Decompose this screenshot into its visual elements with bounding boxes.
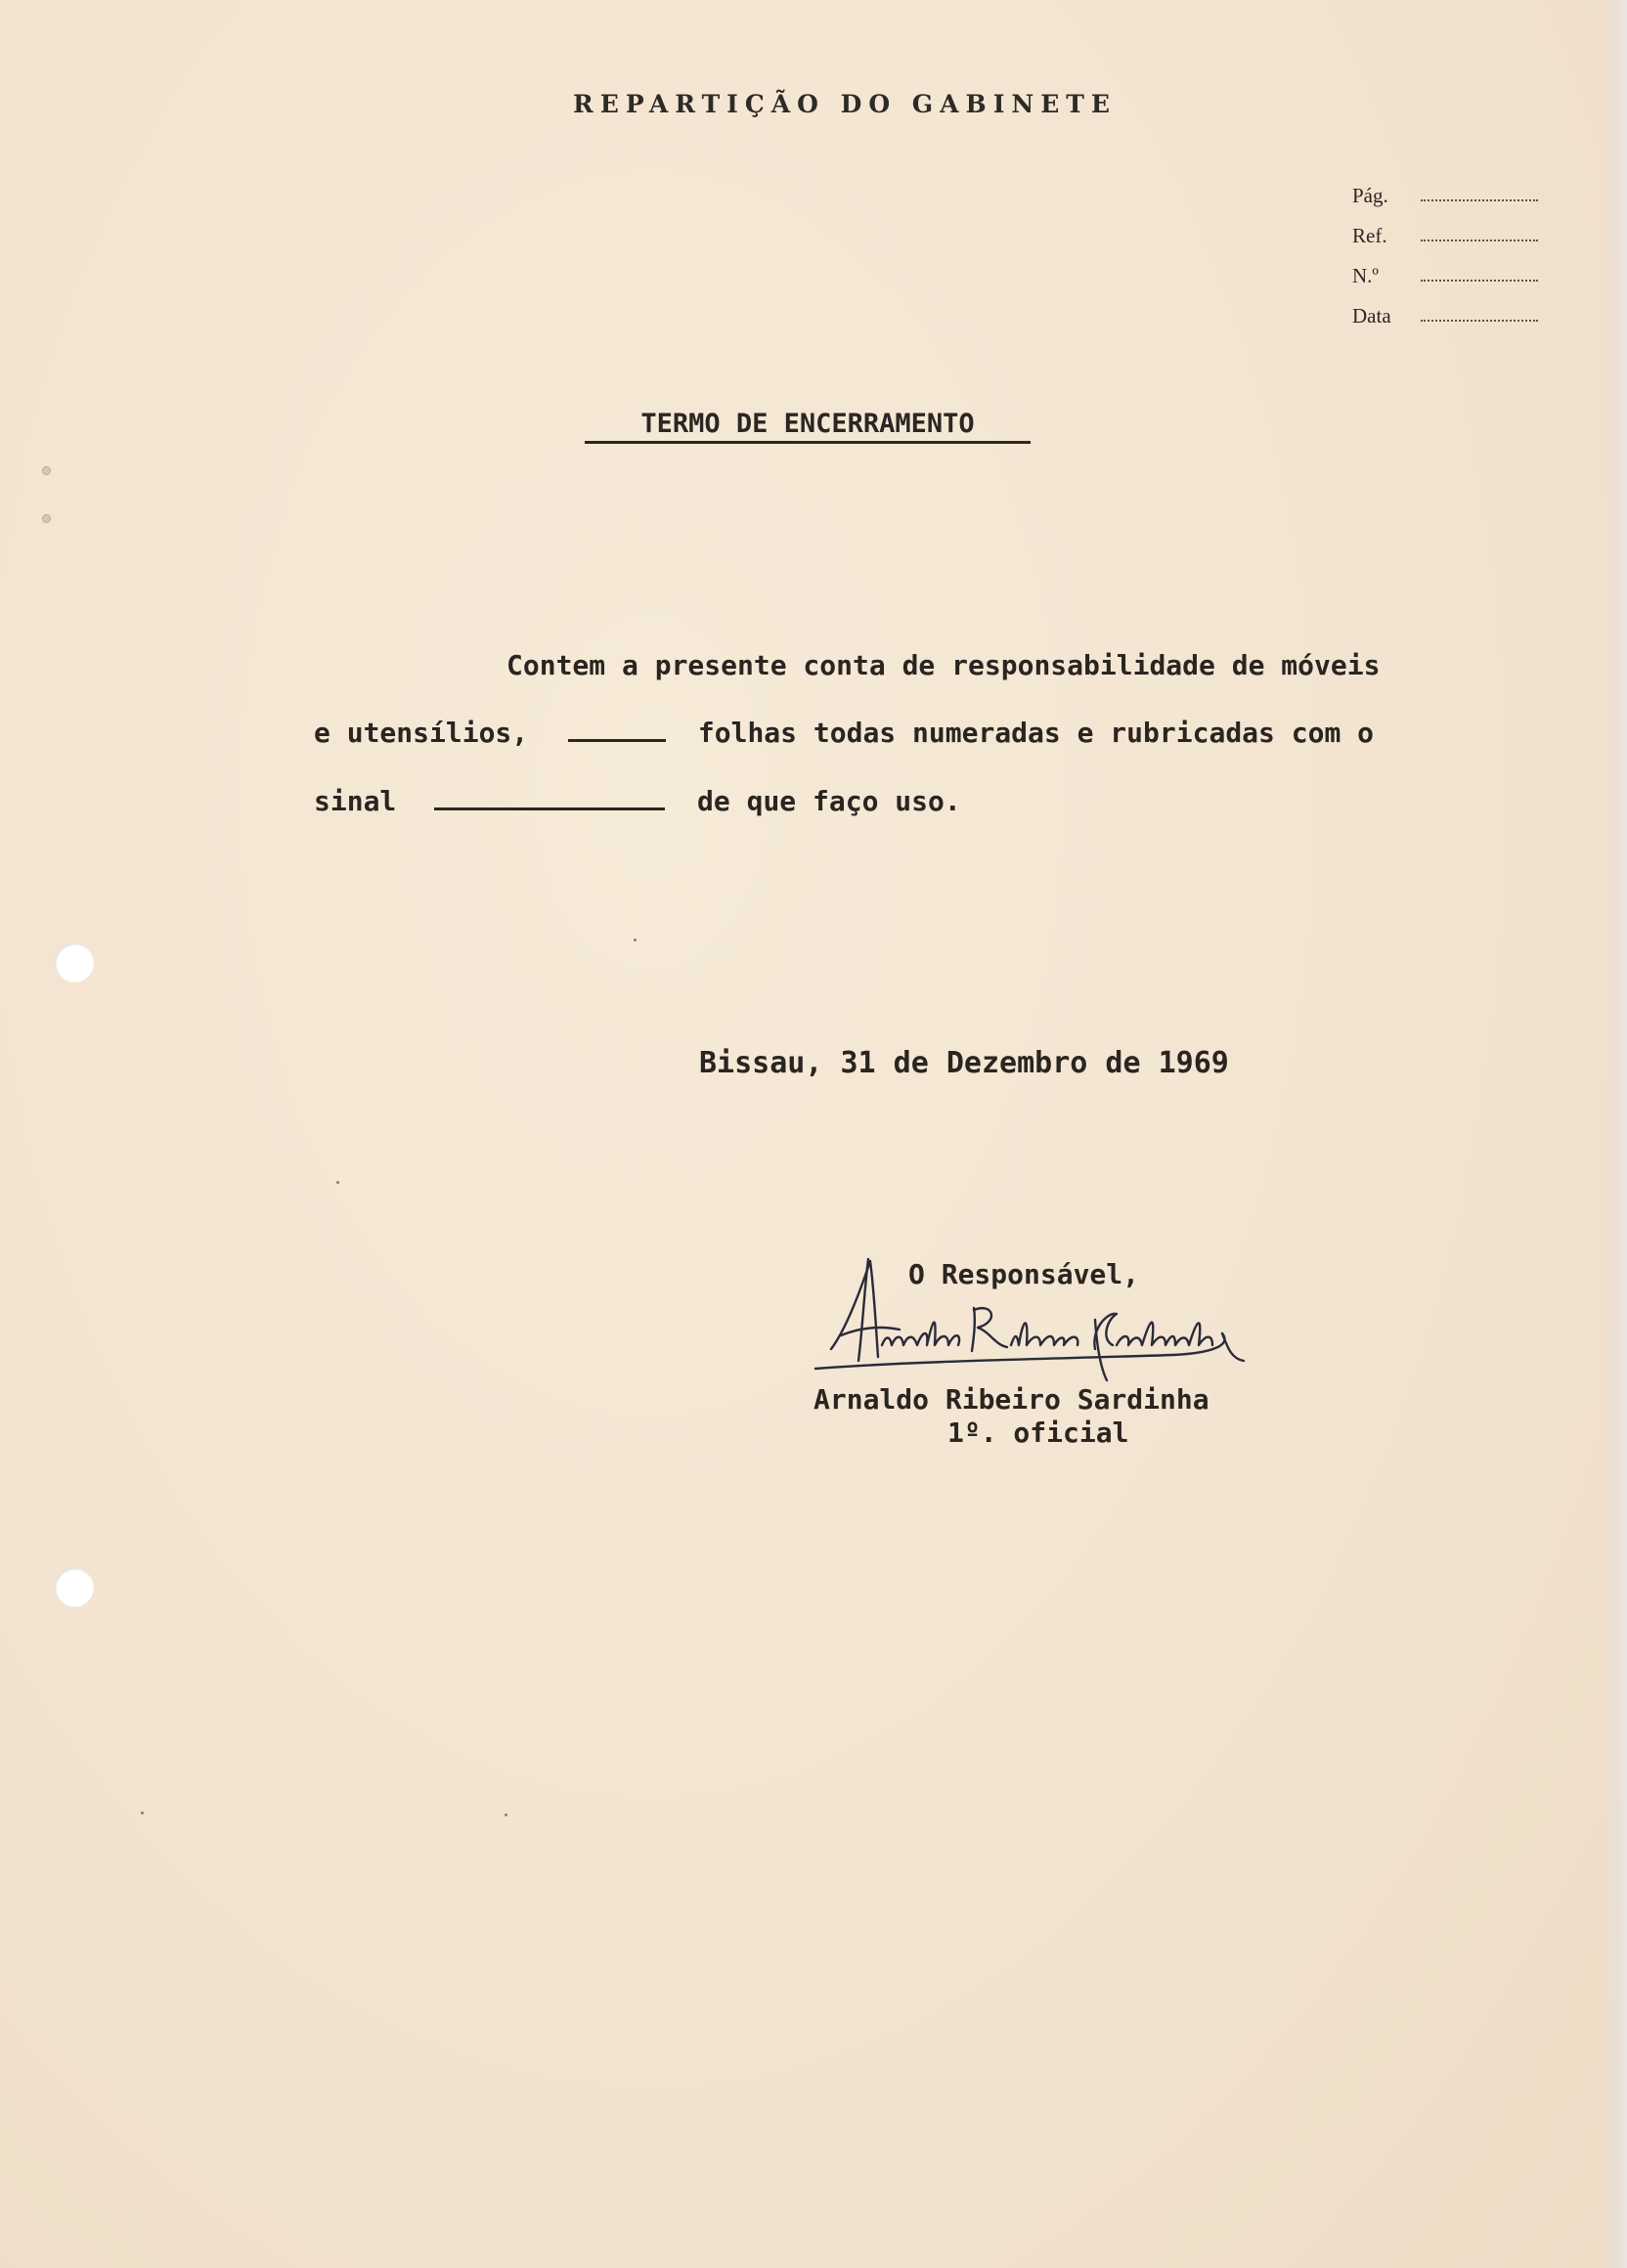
ref-field-label: Data <box>1352 304 1391 327</box>
punch-hole-icon <box>55 1568 94 1607</box>
paper-speck <box>634 938 637 941</box>
ref-field-page <box>1352 168 1538 208</box>
ref-field-label: Pág. <box>1352 184 1388 207</box>
ref-field-blank <box>1421 320 1538 322</box>
body-line-2 <box>314 717 1585 749</box>
signatory-name: Arnaldo Ribeiro Sardinha <box>814 1383 1209 1416</box>
body-line-3 <box>314 785 1585 817</box>
paper-speck <box>336 1181 339 1184</box>
reference-fields <box>1352 168 1538 328</box>
ref-field-label: N.º <box>1352 264 1379 287</box>
ref-field-ref <box>1352 208 1538 248</box>
document-title: TERMO DE ENCERRAMENTO <box>585 409 1031 444</box>
ref-field-date <box>1352 288 1538 328</box>
seal-blank <box>434 804 665 810</box>
page-count-blank <box>568 735 666 742</box>
handwritten-signature <box>802 1251 1310 1388</box>
page-edge-shadow <box>1602 0 1627 2268</box>
header-title: REPARTIÇÃO DO GABINETE <box>573 90 1117 118</box>
body-line-2-end: folhas todas numeradas e rubricadas com o <box>697 717 1375 749</box>
ref-field-label: Ref. <box>1352 224 1387 247</box>
pin-mark-icon <box>42 466 51 475</box>
ref-field-blank <box>1421 240 1538 241</box>
paper-speck <box>505 1813 507 1816</box>
paper-speck <box>141 1811 144 1814</box>
body-line-2-start: e utensílios, <box>314 717 529 749</box>
signatory-role: 1º. oficial <box>947 1417 1129 1449</box>
signature-heading: O Responsável, <box>908 1258 1140 1290</box>
body-line-3-end: de que faço uso. <box>697 785 961 817</box>
ref-field-number <box>1352 248 1538 288</box>
ref-field-blank <box>1421 280 1538 282</box>
place-and-date: Bissau, 31 de Dezembro de 1969 <box>699 1046 1229 1080</box>
punch-hole-icon <box>55 943 94 982</box>
pin-mark-icon <box>42 514 51 523</box>
body-line-3-start: sinal <box>314 785 397 817</box>
body-line-1: Contem a presente conta de responsabilidade de móveis <box>506 649 1381 681</box>
ref-field-blank <box>1421 199 1538 201</box>
